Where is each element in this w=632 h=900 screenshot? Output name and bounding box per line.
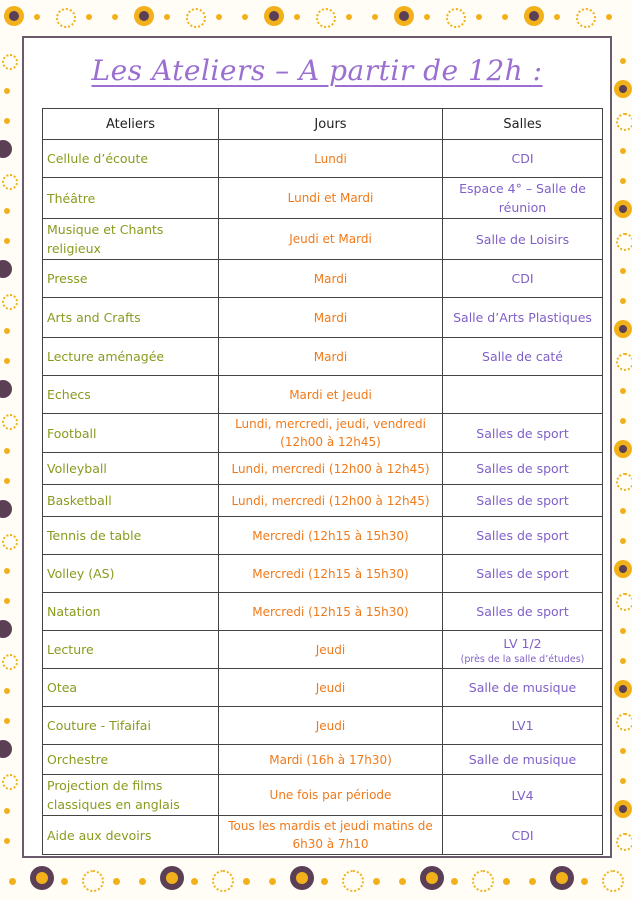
decorative-ring (576, 8, 596, 28)
salle-label: Salles de sport (476, 425, 569, 441)
header-ateliers: Ateliers (43, 109, 219, 140)
decorative-dot (620, 418, 626, 424)
decorative-dot (346, 14, 352, 20)
decorative-dot (86, 14, 92, 20)
jours-cell: Mardi (219, 298, 443, 338)
decorative-dot (139, 878, 146, 885)
decorative-dot (9, 878, 16, 885)
table-row (43, 631, 603, 669)
atelier-cell: Musique et Chants religieux (43, 219, 219, 260)
decorative-dot (620, 538, 626, 544)
decorative-dot (426, 872, 438, 884)
decorative-dot (424, 14, 430, 20)
salle-label: Salle de caté (482, 349, 563, 364)
salle-cell (443, 593, 603, 631)
decorative-dot (0, 500, 12, 518)
page-title: Les Ateliers – A partir de 12h : (91, 54, 543, 87)
decorative-dot (619, 325, 627, 333)
decorative-dot (4, 208, 10, 214)
table-row (43, 593, 603, 631)
jours-cell: Jeudi (219, 631, 443, 669)
decorative-dot (476, 14, 482, 20)
decorative-dot (581, 878, 588, 885)
decorative-dot (216, 14, 222, 20)
decorative-dot (4, 688, 10, 694)
atelier-cell: Théâtre (43, 178, 219, 219)
salle-cell (443, 219, 603, 260)
decorative-dot (0, 380, 12, 398)
decorative-ring (446, 8, 466, 28)
jours-cell: Lundi, mercredi (12h00 à 12h45) (219, 485, 443, 517)
decorative-dot (620, 658, 626, 664)
decorative-ring (616, 113, 632, 131)
decorative-dot (619, 205, 627, 213)
decorative-ring (82, 870, 104, 892)
salle-label: Salle de musique (468, 752, 577, 767)
decorative-ring (616, 833, 632, 851)
schedule-sheet (22, 36, 612, 858)
salle-label: Salles de sport (476, 566, 569, 581)
decorative-ring (2, 414, 18, 430)
decorative-ring (616, 233, 632, 251)
decorative-ring (2, 534, 18, 550)
jours-cell: Tous les mardis et jeudi matins de 6h30 à 7h10 (219, 816, 443, 855)
jours-cell: Mercredi (12h15 à 15h30) (219, 517, 443, 555)
decorative-ring (602, 870, 624, 892)
decorative-dot (0, 620, 12, 638)
jours-cell: Lundi (219, 140, 443, 178)
decorative-ring (616, 593, 632, 611)
decorative-dot (4, 358, 10, 364)
salle-cell (443, 140, 603, 178)
decorative-dot (502, 14, 508, 20)
table-row (43, 338, 603, 376)
table-row (43, 414, 603, 453)
atelier-cell: Aide aux devoirs (43, 816, 219, 855)
decorative-dot (4, 118, 10, 124)
table-row (43, 707, 603, 745)
decorative-dot (619, 85, 627, 93)
decorative-dot (4, 478, 10, 484)
table-row (43, 260, 603, 298)
salle-label: Espace 4° – Salle de réunion (459, 181, 586, 215)
decorative-dot (503, 878, 510, 885)
decorative-dot (620, 748, 626, 754)
jours-cell: Mardi (16h à 17h30) (219, 745, 443, 775)
table-row (43, 376, 603, 414)
decorative-dot (620, 508, 626, 514)
atelier-cell: Volleyball (43, 453, 219, 485)
decorative-dot (529, 11, 539, 21)
decorative-ring (186, 8, 206, 28)
atelier-cell: Projection de films classiques en anglais (43, 775, 219, 816)
decorative-dot (243, 878, 250, 885)
decorative-ring (2, 174, 18, 190)
decorative-dot (4, 568, 10, 574)
salle-label: Salles de sport (476, 461, 569, 476)
decorative-dot (606, 14, 612, 20)
atelier-cell: Echecs (43, 376, 219, 414)
header-salles: Salles (443, 109, 603, 140)
salle-label: CDI (511, 827, 534, 843)
decorative-dot (34, 14, 40, 20)
decorative-dot (619, 685, 627, 693)
salle-cell (443, 555, 603, 593)
jours-cell: Lundi, mercredi (12h00 à 12h45) (219, 453, 443, 485)
decorative-dot (556, 872, 568, 884)
salle-cell (443, 485, 603, 517)
decorative-ring (212, 870, 234, 892)
decorative-dot (4, 238, 10, 244)
decorative-ring (616, 713, 632, 731)
decorative-dot (554, 14, 560, 20)
table-row (43, 669, 603, 707)
salle-label: CDI (511, 151, 534, 166)
salle-label: Salle d’Arts Plastiques (453, 310, 592, 325)
jours-cell: Mercredi (12h15 à 15h30) (219, 593, 443, 631)
decorative-ring (56, 8, 76, 28)
table-row (43, 178, 603, 219)
jours-cell: Jeudi (219, 707, 443, 745)
atelier-cell: Volley (AS) (43, 555, 219, 593)
decorative-dot (620, 148, 626, 154)
atelier-cell: Lecture aménagée (43, 338, 219, 376)
salle-cell (443, 338, 603, 376)
decorative-dot (294, 14, 300, 20)
decorative-dot (620, 778, 626, 784)
atelier-cell: Lecture (43, 631, 219, 669)
salle-cell (443, 707, 603, 745)
decorative-dot (166, 872, 178, 884)
decorative-dot (620, 298, 626, 304)
table-row (43, 298, 603, 338)
decorative-dot (113, 878, 120, 885)
jours-cell: Mercredi (12h15 à 15h30) (219, 555, 443, 593)
jours-cell: Lundi, mercredi, jeudi, vendredi (12h00 à 12h45) (219, 414, 443, 453)
table-row (43, 140, 603, 178)
table-row (43, 517, 603, 555)
decorative-ring (316, 8, 336, 28)
salle-cell (443, 178, 603, 219)
decorative-dot (619, 565, 627, 573)
decorative-dot (296, 872, 308, 884)
decorative-dot (36, 872, 48, 884)
decorative-ring (2, 654, 18, 670)
decorative-dot (620, 628, 626, 634)
jours-cell: Une fois par période (219, 775, 443, 816)
decorative-dot (399, 11, 409, 21)
jours-cell: Mardi et Jeudi (219, 376, 443, 414)
decorative-dot (4, 838, 10, 844)
atelier-cell: Cellule d’écoute (43, 140, 219, 178)
salle-label: LV4 (511, 787, 534, 803)
decorative-dot (191, 878, 198, 885)
decorative-dot (0, 740, 12, 758)
atelier-cell: Otea (43, 669, 219, 707)
decorative-dot (0, 260, 12, 278)
salle-cell (443, 631, 603, 669)
decorative-dot (4, 598, 10, 604)
salle-cell (443, 517, 603, 555)
salle-cell (443, 414, 603, 453)
jours-cell: Mardi (219, 260, 443, 298)
decorative-dot (61, 878, 68, 885)
salle-cell (443, 453, 603, 485)
decorative-dot (321, 878, 328, 885)
jours-cell: Jeudi et Mardi (219, 219, 443, 260)
salle-cell (443, 775, 603, 816)
decorative-dot (451, 878, 458, 885)
atelier-cell: Natation (43, 593, 219, 631)
decorative-dot (620, 58, 626, 64)
salle-cell (443, 298, 603, 338)
salle-label: CDI (511, 271, 534, 286)
salle-label: Salles de sport (476, 604, 569, 619)
atelier-cell: Couture - Tifaifai (43, 707, 219, 745)
decorative-ring (2, 774, 18, 790)
decorative-ring (342, 870, 364, 892)
decorative-dot (529, 878, 536, 885)
decorative-dot (4, 808, 10, 814)
decorative-dot (620, 178, 626, 184)
salle-label: LV1 (511, 718, 534, 733)
decorative-dot (619, 805, 627, 813)
decorative-dot (620, 268, 626, 274)
jours-cell: Jeudi (219, 669, 443, 707)
decorative-dot (4, 328, 10, 334)
decorative-dot (164, 14, 170, 20)
salle-label: LV 1/2 (503, 635, 542, 651)
decorative-dot (112, 14, 118, 20)
atelier-cell: Basketball (43, 485, 219, 517)
decorative-dot (620, 388, 626, 394)
atelier-cell: Orchestre (43, 745, 219, 775)
decorative-dot (4, 88, 10, 94)
salle-cell (443, 260, 603, 298)
atelier-cell: Arts and Crafts (43, 298, 219, 338)
decorative-dot (399, 878, 406, 885)
decorative-ring (616, 353, 632, 371)
decorative-dot (269, 11, 279, 21)
salle-label: Salle de musique (468, 680, 577, 695)
salle-cell (443, 669, 603, 707)
salle-cell (443, 376, 603, 414)
decorative-dot (139, 11, 149, 21)
atelier-cell: Presse (43, 260, 219, 298)
decorative-ring (472, 870, 494, 892)
atelier-cell: Tennis de table (43, 517, 219, 555)
salle-label: Salles de sport (476, 493, 569, 508)
salle-note: (près de la salle d’études) (460, 653, 585, 665)
decorative-dot (619, 445, 627, 453)
salle-label: Salles de sport (476, 528, 569, 543)
decorative-ring (2, 294, 18, 310)
decorative-dot (269, 878, 276, 885)
decorative-dot (372, 14, 378, 20)
table-header-row (43, 109, 603, 140)
decorative-dot (4, 718, 10, 724)
jours-cell: Mardi (219, 338, 443, 376)
jours-cell: Lundi et Mardi (219, 178, 443, 219)
salle-cell (443, 745, 603, 775)
table-row (43, 485, 603, 517)
decorative-dot (373, 878, 380, 885)
decorative-dot (0, 140, 12, 158)
decorative-ring (616, 473, 632, 491)
atelier-cell: Football (43, 414, 219, 453)
table-row (43, 219, 603, 260)
salle-cell (443, 816, 603, 855)
decorative-dot (9, 11, 19, 21)
decorative-dot (4, 448, 10, 454)
table-row (43, 555, 603, 593)
table-row (43, 745, 603, 775)
table-row (43, 453, 603, 485)
salle-label: Salle de Loisirs (475, 231, 570, 247)
table-row (43, 816, 603, 855)
header-jours: Jours (219, 109, 443, 140)
decorative-dot (242, 14, 248, 20)
decorative-ring (2, 54, 18, 70)
table-row (43, 775, 603, 816)
ateliers-table (42, 108, 603, 855)
table-body (43, 140, 603, 855)
